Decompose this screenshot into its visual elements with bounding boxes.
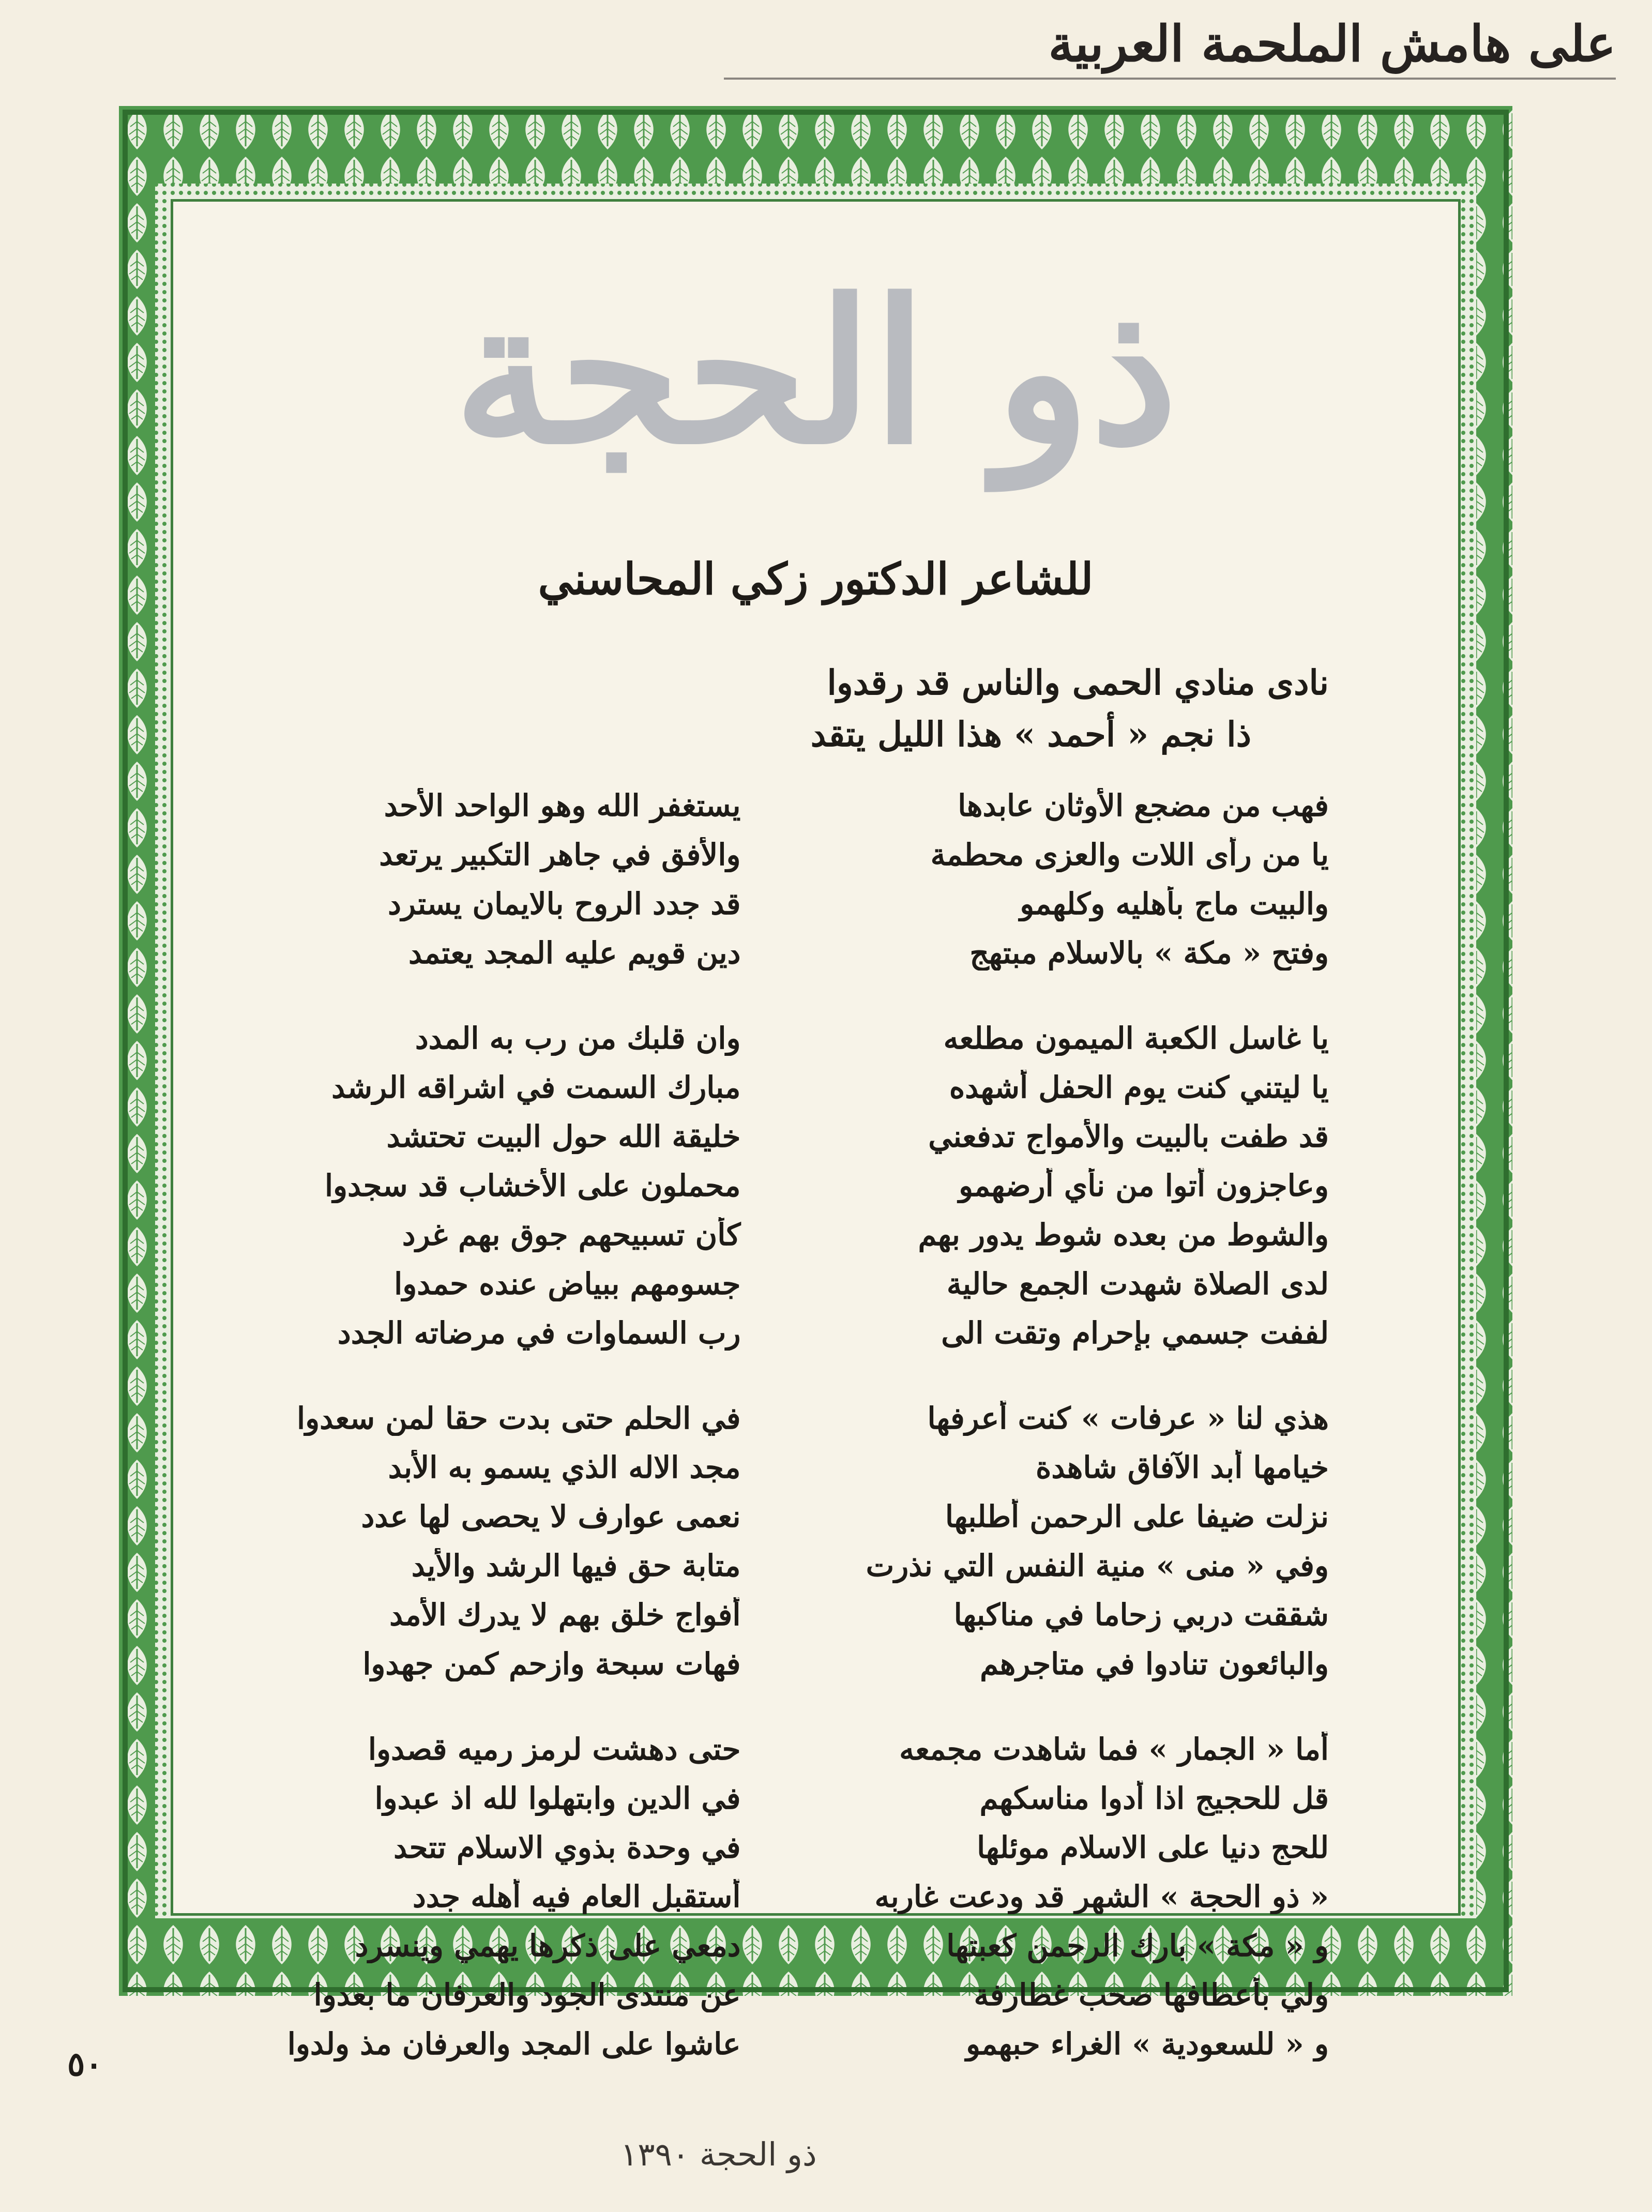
verse-line (277, 2019, 1329, 2068)
verse-line (277, 1308, 1329, 1357)
verse-second-hemistich: قد جدد الروح بالايمان يسترد (388, 886, 741, 921)
verse-second-hemistich: مجد الاله الذي يسمو به الأبد (388, 1449, 741, 1485)
verse-second-hemistich: فهات سبحة وازحم كمن جهدوا (362, 1646, 741, 1681)
verse-line (277, 1259, 1329, 1308)
verse-line (277, 879, 1329, 928)
verse-second-hemistich: عاشوا على المجد والعرفان مذ ولدوا (287, 2026, 741, 2062)
poet-name: للشاعر الدكتور زكي المحاسني (538, 553, 1094, 604)
verse-second-hemistich: أفواج خلق بهم لا يدرك الأمد (389, 1597, 741, 1632)
verse-line (277, 1161, 1329, 1210)
verse-first-hemistich: هذي لنا « عرفات » كنت أعرفها (927, 1400, 1329, 1436)
intro-verse (811, 657, 1329, 760)
verse-line (277, 1639, 1329, 1688)
verse-second-hemistich: حتى دهشت لرمز رميه قصدوا (368, 1731, 741, 1767)
verse-first-hemistich: قد طفت بالبيت والأمواج تدفعني (928, 1118, 1329, 1154)
verse-first-hemistich: خيامها أبد الآفاق شاهدة (1035, 1449, 1329, 1485)
verse-second-hemistich: عن منتدى الجود والعرفان ما بعدوا (313, 1977, 741, 2012)
poem-title: ذو الحجة (453, 256, 1178, 488)
verse-first-hemistich: يا غاسل الكعبة الميمون مطلعه (943, 1020, 1329, 1056)
verse-line (277, 1921, 1329, 1970)
verse-line (277, 1210, 1329, 1259)
verse-first-hemistich: يا من رأى اللات والعزى محطمة (930, 837, 1329, 872)
intro-line: ذا نجم « أحمد » هذا الليل يتقد (810, 714, 1251, 754)
verse-line (277, 1724, 1329, 1774)
verse-second-hemistich: وان قلبك من رب به المدد (415, 1020, 741, 1056)
verse-line (277, 1590, 1329, 1639)
verse-second-hemistich: في الدين وابتهلوا لله اذ عبدوا (374, 1780, 741, 1816)
verse-line (277, 1013, 1329, 1063)
verse-line (277, 1112, 1329, 1161)
poem-stanzas (277, 781, 1329, 2104)
verse-first-hemistich: و « للسعودية » الغراء حبهمو (966, 2026, 1329, 2062)
stanza (277, 1393, 1329, 1688)
verse-first-hemistich: وفتح « مكة » بالاسلام مبتهج (969, 935, 1329, 971)
page-number: ٥٠ (67, 2045, 103, 2084)
stanza (277, 781, 1329, 977)
verse-line (277, 781, 1329, 830)
verse-second-hemistich: نعمى عوارف لا يحصى لها عدد (361, 1498, 741, 1534)
verse-first-hemistich: أما « الجمار » فما شاهدت مجمعه (899, 1731, 1329, 1767)
verse-second-hemistich: أستقبل العام فيه أهله جدد (412, 1878, 741, 1914)
verse-second-hemistich: في الحلم حتى بدت حقا لمن سعدوا (296, 1400, 741, 1436)
verse-line (277, 1541, 1329, 1590)
verse-first-hemistich: « ذو الحجة » الشهر قد ودعت غاربه (874, 1878, 1329, 1914)
verse-line (277, 830, 1329, 879)
verse-first-hemistich: شققت دربي زحاما في مناكبها (953, 1597, 1329, 1632)
verse-first-hemistich: و « مكة » بارك الرحمن كعبتها (946, 1928, 1329, 1963)
intro-line: نادى منادي الحمى والناس قد رقدوا (827, 662, 1329, 703)
verse-line (277, 1823, 1329, 1872)
verse-line (277, 928, 1329, 977)
verse-line (277, 1443, 1329, 1492)
verse-second-hemistich: يستغفر الله وهو الواحد الأحد (384, 787, 741, 823)
verse-first-hemistich: والبيت ماج بأهليه وكلهمو (1020, 886, 1329, 921)
header-rule (724, 78, 1616, 80)
verse-line (277, 1970, 1329, 2019)
verse-line (277, 1774, 1329, 1823)
verse-second-hemistich: دمعي على ذكرها يهمي وينسرد (355, 1928, 741, 1963)
poem-title-block (173, 256, 1458, 488)
verse-first-hemistich: يا ليتني كنت يوم الحفل أشهده (949, 1069, 1329, 1105)
verse-first-hemistich: والبائعون تنادوا في متاجرهم (980, 1646, 1329, 1681)
verse-first-hemistich: وعاجزون أتوا من نأي أرضهمو (959, 1168, 1329, 1203)
verse-second-hemistich: متابة حق فيها الرشد والأيد (411, 1548, 741, 1583)
stanza (277, 1013, 1329, 1357)
footer-issue: ذو الحجة ١٣٩٠ (620, 2135, 817, 2173)
verse-second-hemistich: محملون على الأخشاب قد سجدوا (324, 1168, 741, 1203)
verse-first-hemistich: والشوط من بعده شوط يدور بهم (918, 1217, 1329, 1252)
verse-second-hemistich: خليقة الله حول البيت تحتشد (386, 1118, 741, 1154)
verse-first-hemistich: ولي بأعطافها صحب غطارفة (974, 1977, 1329, 2012)
verse-first-hemistich: لدى الصلاة شهدت الجمع حالية (946, 1266, 1329, 1301)
verse-second-hemistich: في وحدة بذوي الاسلام تتحد (393, 1829, 741, 1865)
verse-first-hemistich: وفي « منى » منية النفس التي نذرت (866, 1548, 1329, 1583)
verse-second-hemistich: والأفق في جاهر التكبير يرتعد (379, 837, 741, 872)
verse-second-hemistich: جسومهم ببياض عنده حمدوا (394, 1266, 741, 1301)
poem-panel (171, 199, 1461, 2062)
verse-first-hemistich: للحج دنيا على الاسلام موئلها (977, 1829, 1329, 1865)
verse-first-hemistich: لففت جسمي بإحرام وتقت الى (941, 1315, 1329, 1351)
verse-line (277, 1872, 1329, 1921)
header-title: على هامش الملحمة العربية (1048, 14, 1616, 73)
verse-second-hemistich: مبارك السمت في اشراقه الرشد (331, 1069, 741, 1105)
verse-second-hemistich: رب السماوات في مرضاته الجدد (337, 1315, 741, 1351)
verse-second-hemistich: كأن تسبيحهم جوق بهم غرد (402, 1217, 741, 1252)
verse-line (277, 1063, 1329, 1112)
verse-line (277, 1492, 1329, 1541)
verse-first-hemistich: فهب من مضجع الأوثان عابدها (958, 787, 1329, 823)
verse-first-hemistich: نزلت ضيفا على الرحمن أطلبها (945, 1498, 1329, 1534)
verse-line (277, 1393, 1329, 1443)
verse-second-hemistich: دين قويم عليه المجد يعتمد (408, 935, 741, 971)
stanza (277, 1724, 1329, 2068)
verse-first-hemistich: قل للحجيج اذا أدوا مناسكهم (979, 1780, 1329, 1816)
